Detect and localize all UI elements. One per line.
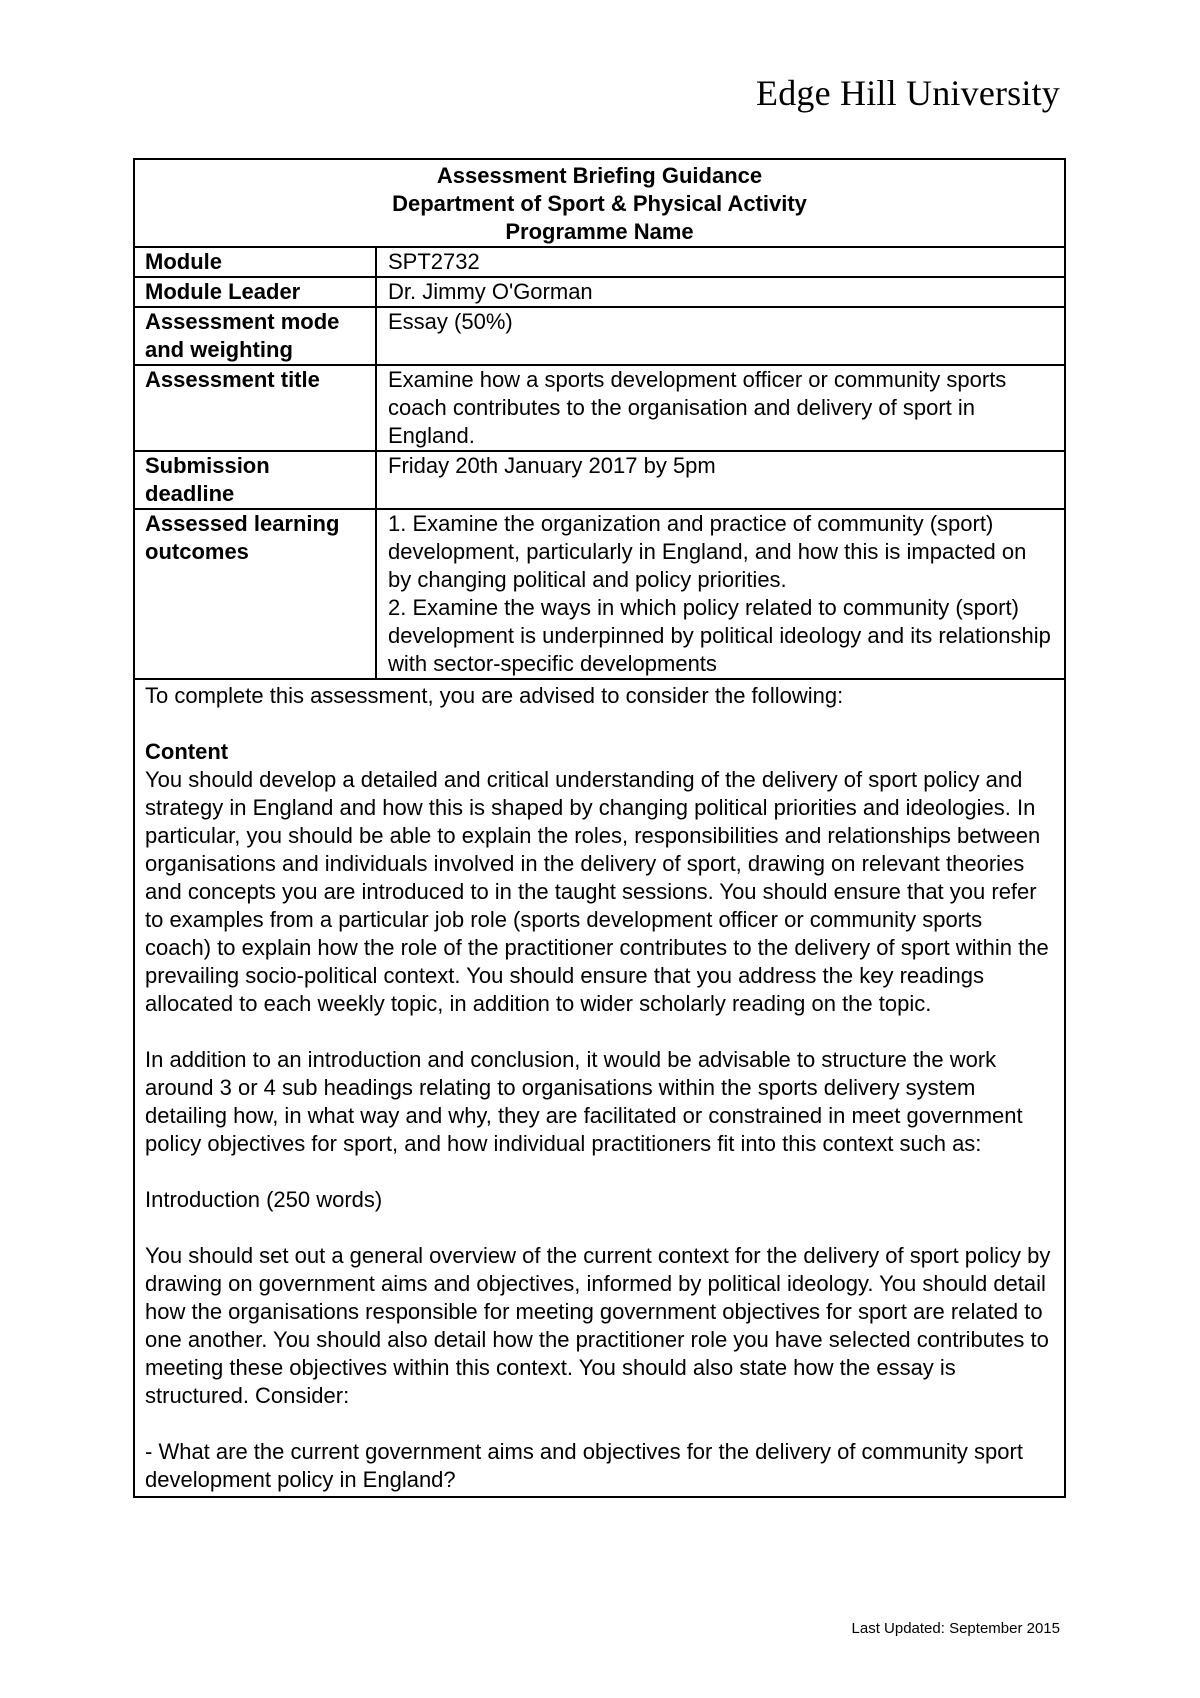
table-row-learning-outcomes <box>134 509 1065 679</box>
learning-outcomes-value <box>376 509 1065 679</box>
table-row-assessment-title <box>134 365 1065 451</box>
introduction-text: You should set out a general overview of the current context for the delivery of sport policy by drawing on government aims and objectives, informed by political ideology. You should detail how the organisations responsible for meeting government objectives for sport are related to one another. You should also detail how the practitioner role you have selected contributes to meeting these objectives within this context. You should also state how the essay is structured. Consider: <box>145 1243 1051 1408</box>
programme-name: Programme Name <box>505 219 694 244</box>
table-row-guidance-body <box>134 679 1065 1497</box>
module-value: SPT2732 <box>376 247 1065 277</box>
assessment-mode-label: Assessment mode and weighting <box>134 307 376 365</box>
assessment-title-value: Examine how a sports development officer or community sports coach contributes to the organisation and delivery of sport in England. <box>376 365 1065 451</box>
table-row-module <box>134 247 1065 277</box>
submission-deadline-value: Friday 20th January 2017 by 5pm <box>376 451 1065 509</box>
guidance-body-cell <box>134 679 1065 1497</box>
table-header-row <box>134 159 1065 247</box>
content-section <box>145 738 1054 1018</box>
learning-outcomes-label: Assessed learning outcomes <box>134 509 376 679</box>
content-text: You should develop a detailed and critical understanding of the delivery of sport policy and strategy in England and how this is shaped by changing political priorities and ideologies. In particular, you should be able to explain the roles, responsibilities and relationships between organisations and individuals involved in the delivery of sport, drawing on relevant theories and concepts you are introduced to in the taught sessions. You should ensure that you refer to examples from a particular job role (sports development officer or community sports coach) to explain how the role of the practitioner contributes to the delivery of sport within the prevailing socio-political context. You should ensure that you address the key readings allocated to each weekly topic, in addition to wider scholarly reading on the topic. <box>145 767 1049 1016</box>
table-row-assessment-mode <box>134 307 1065 365</box>
module-leader-value: Dr. Jimmy O'Gorman <box>376 277 1065 307</box>
module-leader-label: Module Leader <box>134 277 376 307</box>
department-name: Department of Sport & Physical Activity <box>392 191 807 216</box>
brief-title: Assessment Briefing Guidance <box>436 163 763 188</box>
content-heading: Content <box>145 739 229 764</box>
learning-outcome-1: 1. Examine the organization and practice of community (sport) development, particularly in England, and how this is impacted on by changing political and policy priorities. <box>388 511 1027 592</box>
assessment-brief-table <box>133 158 1066 1498</box>
table-header-cell <box>134 159 1065 247</box>
table-row-submission-deadline <box>134 451 1065 509</box>
submission-deadline-label: Submission deadline <box>134 451 376 509</box>
learning-outcome-2: 2. Examine the ways in which policy related to community (sport) development is underpinned by political ideology and its relationship with sector-specific developments <box>388 595 1051 676</box>
university-logo-text: Edge Hill University <box>756 73 1060 113</box>
assessment-mode-value: Essay (50%) <box>376 307 1065 365</box>
structure-text: In addition to an introduction and conclusion, it would be advisable to structure the work around 3 or 4 sub headings relating to organisations within the sports delivery system detailing how, in what way and why, they are facilitated or constrained in meet government policy objectives for sport, and how individual practitioners fit into this context such as: <box>145 1047 1023 1156</box>
module-label: Module <box>134 247 376 277</box>
introduction-question-1: - What are the current government aims and objectives for the delivery of community sport development policy in England? <box>145 1439 1023 1492</box>
guidance-intro: To complete this assessment, you are advised to consider the following: <box>145 683 844 708</box>
assessment-title-label: Assessment title <box>134 365 376 451</box>
table-row-module-leader <box>134 277 1065 307</box>
last-updated-footer: Last Updated: September 2015 <box>851 1620 1060 1637</box>
introduction-heading: Introduction (250 words) <box>145 1187 383 1212</box>
